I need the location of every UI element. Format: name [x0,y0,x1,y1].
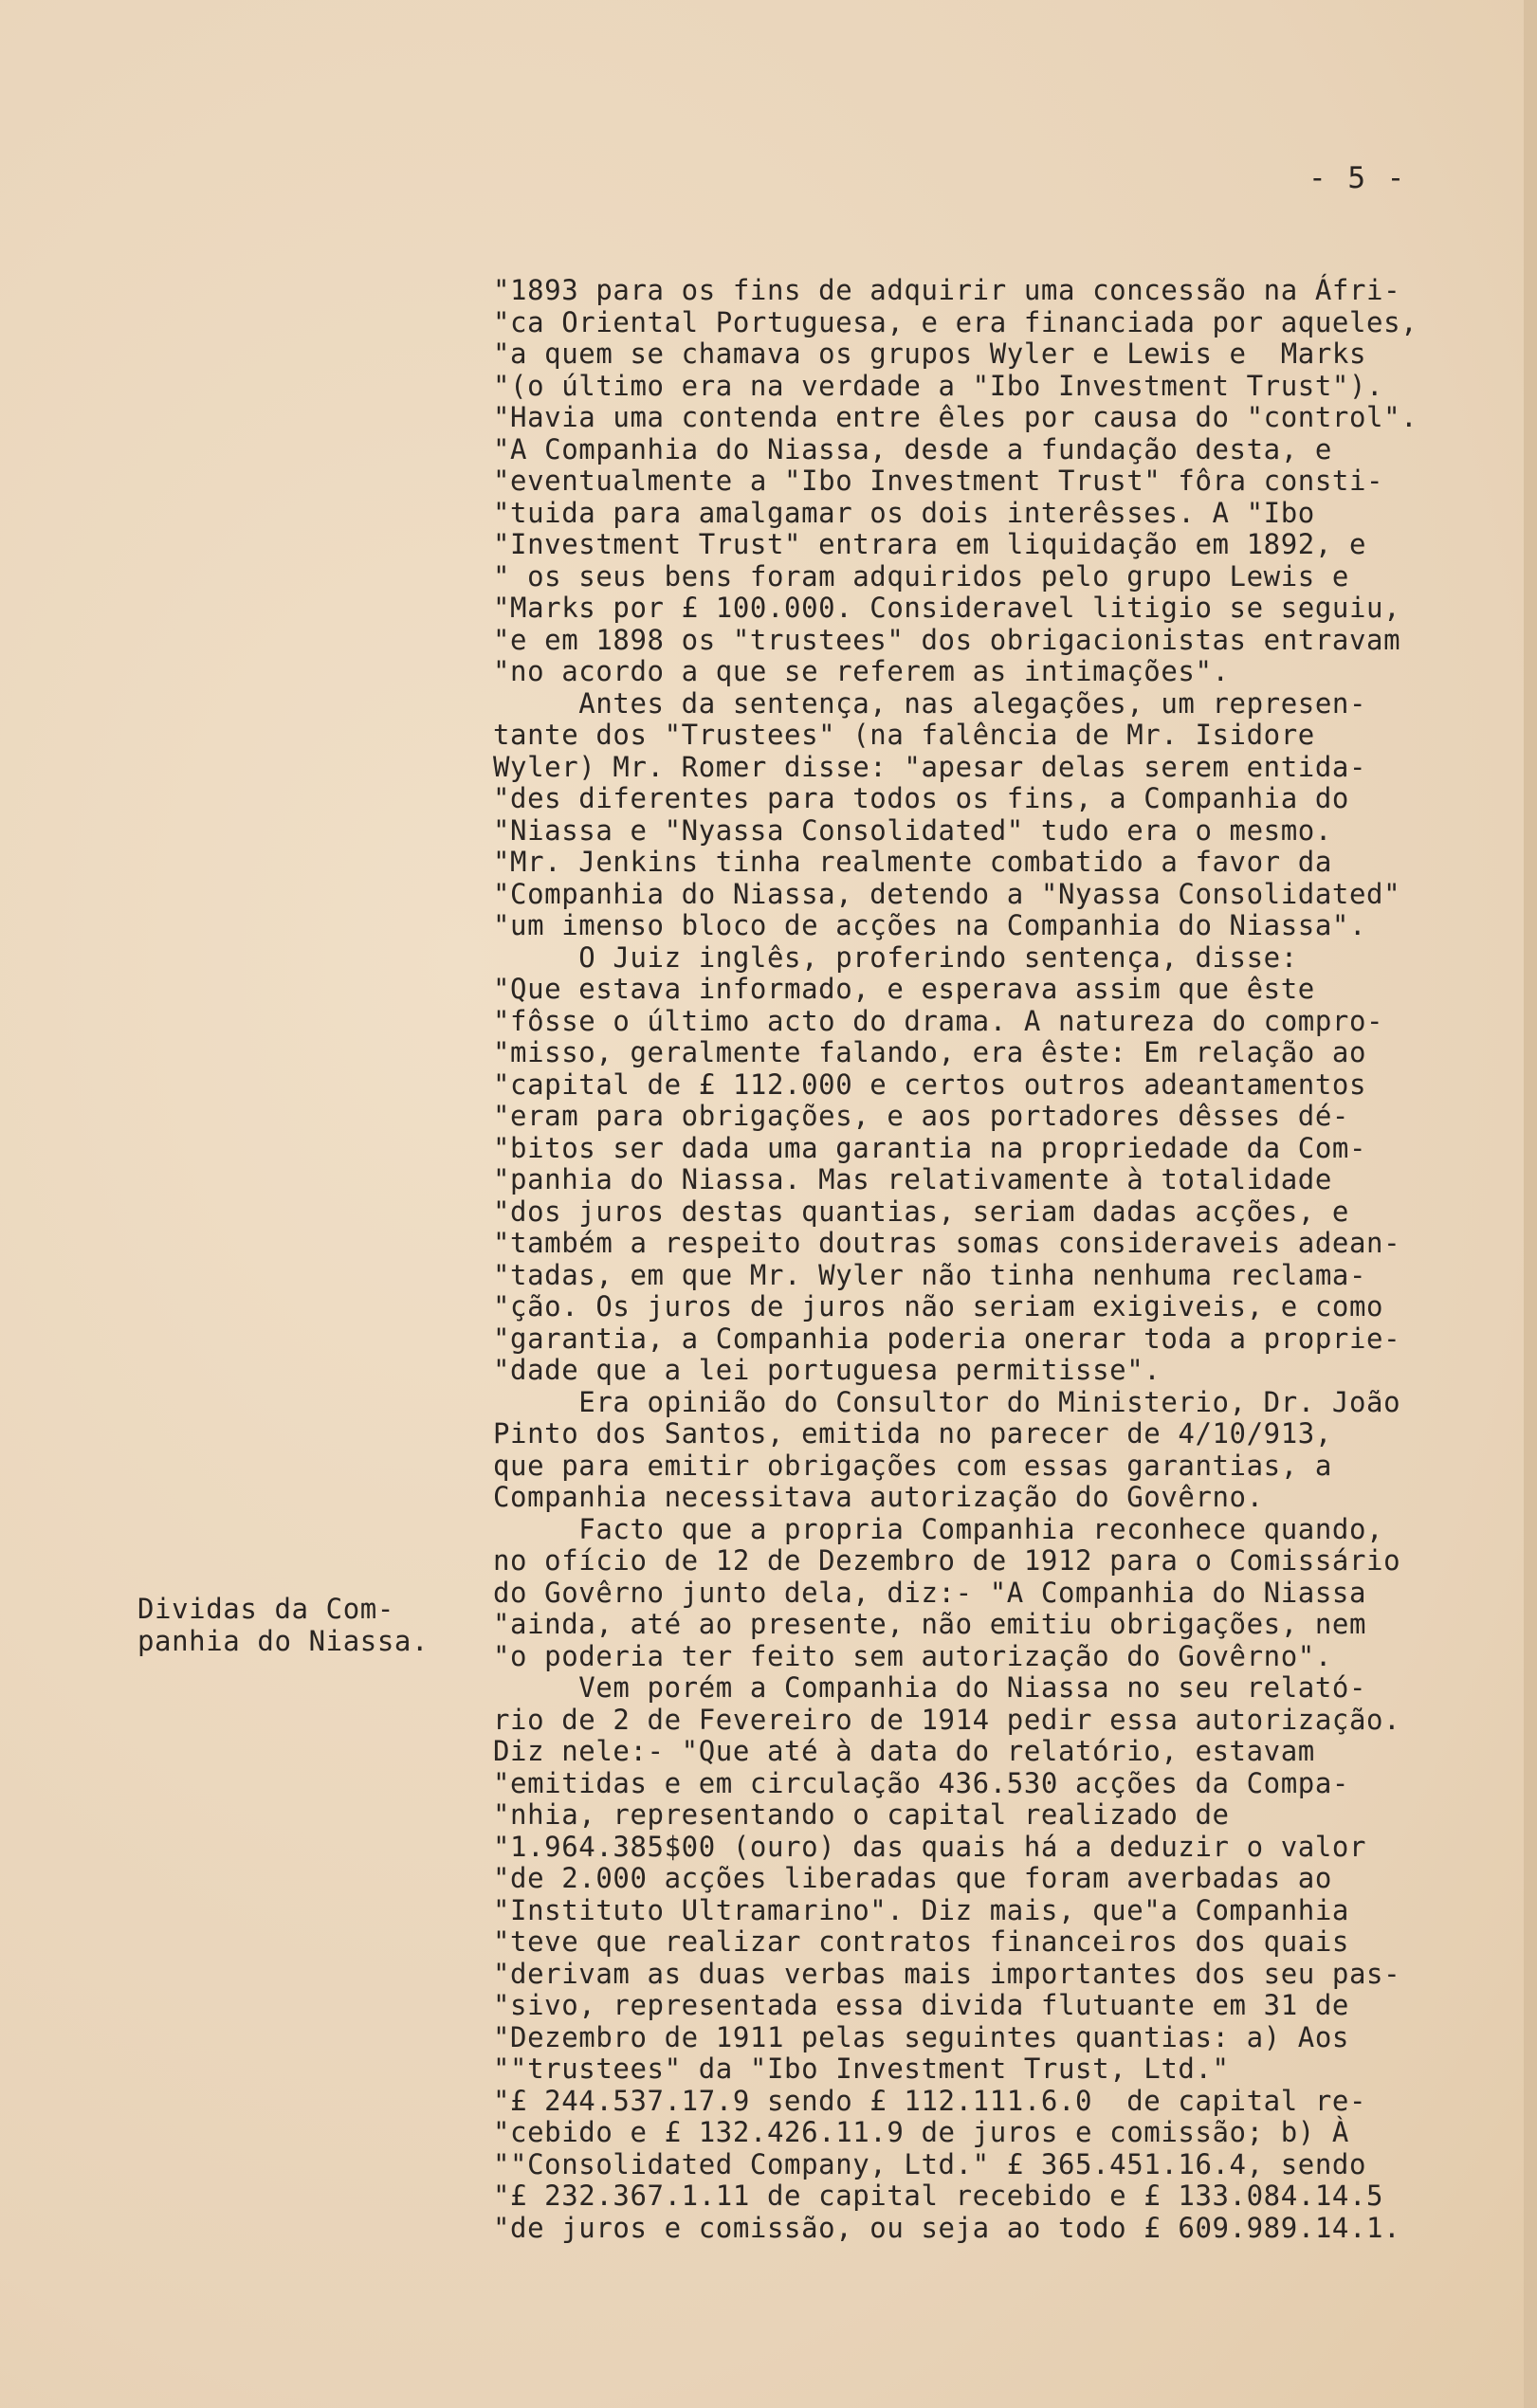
text-line: "Que estava informado, e esperava assim que êste [493,973,1315,1005]
text-line: "A Companhia do Niassa, desde a fundação desta, e [493,432,1332,465]
text-line: "bitos ser dada uma garantia na propriedade da Com- [493,1131,1367,1164]
text-line: no ofício de 12 de Dezembro de 1912 para o Comissário [493,1544,1401,1577]
text-line: "de juros e comissão, ou seja ao todo £ 609.989.14.1. [493,2211,1401,2244]
margin-note-line: Dividas da Com- [137,1593,394,1625]
text-line: "também a respeito doutras somas consideraveis adean- [493,1227,1401,1259]
text-line: rio de 2 de Fevereiro de 1914 pedir essa autorização. [493,1703,1401,1736]
text-line: "ca Oriental Portuguesa, e era financiada por aqueles, [493,305,1418,338]
text-line: "sivo, representada essa divida flutuante em 31 de [493,1989,1349,2021]
text-line: Wyler) Mr. Romer disse: "apesar delas serem entida- [493,750,1367,783]
text-line: "tuida para amalgamar os dois interêsses. A "Ibo [493,496,1315,529]
text-line: "teve que realizar contratos financeiros dos quais [493,1925,1349,1958]
text-line: O Juiz inglês, proferindo sentença, disse: [493,940,1298,974]
text-line: "cebido e £ 132.426.11.9 de juros e comissão; b) À [493,2116,1349,2148]
text-line: "Havia uma contenda entre êles por causa do "control". [493,401,1418,433]
text-line: Pinto dos Santos, emitida no parecer de 4/10/913, [493,1417,1332,1450]
page-edge [1524,0,1537,2408]
text-line: "de 2.000 acções liberadas que foram averbadas ao [493,1862,1332,1894]
text-line: "capital de £ 112.000 e certos outros adeantamentos [493,1067,1367,1101]
text-line: "e em 1898 os "trustees" dos obrigacionistas entravam [493,623,1401,656]
text-line: "ainda, até ao presente, não emitiu obrigações, nem [493,1608,1367,1640]
text-line: "Instituto Ultramarino". Diz mais, que"a Companhia [493,1893,1349,1926]
text-line: "dade que a lei portuguesa permitisse". [493,1354,1162,1386]
text-line: "emitidas e em circulação 436.530 acções da Compa- [493,1766,1349,1799]
text-line: Vem porém a Companhia do Niassa no seu relató- [493,1671,1367,1704]
text-line: "eventualmente a "Ibo Investment Trust" fôra consti- [493,465,1384,497]
text-line: "derivam as duas verbas mais importantes dos seu pas- [493,1957,1401,1990]
text-line: tante dos "Trustees" (na falência de Mr. Isidore [493,719,1315,751]
text-line: "Mr. Jenkins tinha realmente combatido a favor da [493,846,1332,878]
text-line: "no acordo a que se referem as intimações". [493,655,1230,687]
text-line: Diz nele:- "Que até à data do relatório, estavam [493,1735,1315,1767]
text-line: do Govêrno junto dela, diz:- "A Companhia do Niassa [493,1576,1367,1609]
text-line: "Niassa e "Nyassa Consolidated" tudo era o mesmo. [493,813,1332,847]
body-text [493,275,1517,2244]
text-line: "tadas, em que Mr. Wyler não tinha nenhuma reclama- [493,1258,1367,1291]
text-line: "um imenso bloco de acções na Companhia do Niassa". [493,909,1367,941]
text-line: "1.964.385$00 (ouro) das quais há a deduzir o valor [493,1830,1367,1863]
text-line: "a quem se chamava os grupos Wyler e Lewis e Marks [493,337,1367,370]
text-line: Facto que a propria Companhia reconhece quando, [493,1512,1384,1545]
text-line: "eram para obrigações, e aos portadores dêsses dé- [493,1100,1349,1132]
page-number: - 5 - [1308,161,1407,195]
text-line: "garantia, a Companhia poderia onerar toda a proprie- [493,1322,1401,1355]
text-line: "nhia, representando o capital realizado de [493,1798,1230,1831]
text-line: Companhia necessitava autorização do Govêrno. [493,1481,1264,1513]
text-line: "(o último era na verdade a "Ibo Investment Trust"). [493,369,1384,402]
text-line: "panhia do Niassa. Mas relativamente à totalidade [493,1163,1332,1195]
margin-note [137,1593,429,1657]
text-line: "o poderia ter feito sem autorização do Govêrno". [493,1639,1332,1672]
text-line: "Marks por £ 100.000. Consideravel litigio se seguiu, [493,592,1401,624]
text-line: "fôsse o último acto do drama. A natureza do compro- [493,1004,1384,1037]
text-line: "1893 para os fins de adquirir uma concessão na Áfri- [493,274,1401,306]
text-line: que para emitir obrigações com essas garantias, a [493,1449,1332,1482]
text-line: "Companhia do Niassa, detendo a "Nyassa Consolidated" [493,877,1401,910]
margin-note-line: panhia do Niassa. [137,1625,430,1657]
text-line: "Dezembro de 1911 pelas seguintes quantias: a) Aos [493,2020,1349,2053]
text-line: "misso, geralmente falando, era êste: Em relação ao [493,1036,1367,1068]
text-line: "des diferentes para todos os fins, a Companhia do [493,782,1349,814]
text-line: "ção. Os juros de juros não seriam exigiveis, e como [493,1290,1384,1323]
text-line: ""Consolidated Company, Ltd." £ 365.451.16.4, sendo [493,2147,1367,2180]
text-line: " os seus bens foram adquiridos pelo grupo Lewis e [493,559,1349,593]
text-line: "dos juros destas quantias, seriam dadas acções, e [493,1195,1349,1228]
text-line: "£ 244.537.17.9 sendo £ 112.111.6.0 de capital re- [493,2084,1367,2117]
text-line: "Investment Trust" entrara em liquidação em 1892, e [493,528,1367,560]
text-line: Antes da sentença, nas alegações, um represen- [493,686,1367,720]
text-line: Era opinião do Consultor do Ministerio, Dr. João [493,1385,1401,1418]
text-line: "£ 232.367.1.11 de capital recebido e £ 133.084.14.5 [493,2180,1384,2212]
text-line: ""trustees" da "Ibo Investment Trust, Ltd." [493,2052,1230,2085]
